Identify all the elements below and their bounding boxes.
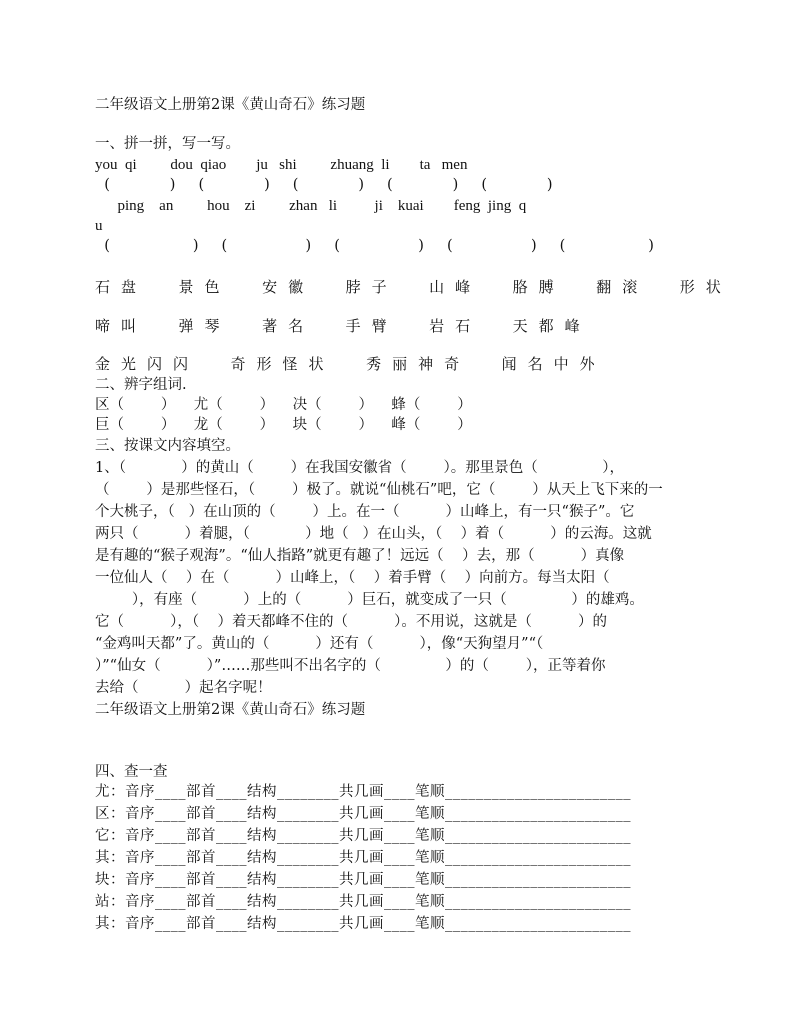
pinyin-row-2: ping an hou zi zhan li ji kuai feng jing q	[95, 198, 527, 214]
fill-line: 个大桃子，（ ）在山顶的（ ）上。在一（ ）山峰上，有一只“猴子”。它	[95, 504, 635, 520]
section4-heading: 四、查一查	[95, 764, 168, 780]
blank-row-2: ( ) ( ) ( ) ( ) ( )	[95, 238, 654, 254]
lookup-row: 站：音序____部首____结构________共几画____笔顺________________________	[95, 894, 631, 910]
fill-line: 去给（ ）起名字呢！	[95, 680, 272, 696]
lookup-row: 块：音序____部首____结构________共几画____笔顺________________________	[95, 872, 631, 888]
lookup-row: 尤：音序____部首____结构________共几画____笔顺________________________	[95, 784, 631, 800]
fill-line: “金鸡叫天都”了。黄山的（ ）还有（ ），像“天狗望月”“（	[95, 636, 544, 652]
blank-row-1: ( ) ( ) ( ) ( ) ( )	[95, 177, 553, 193]
word-row-1: 石盘 景色 安徽 脖子 山峰 胳膊 翻滚 形状	[95, 278, 732, 296]
fill-line: 两只（ ）着腿，（ ）地（ ）在山头，（ ）着（ ）的云海。这就	[95, 526, 652, 542]
lookup-row: 其：音序____部首____结构________共几画____笔顺________________________	[95, 850, 631, 866]
word-row-2: 啼叫 弹琴 著名 手臂 岩石 天都峰	[95, 317, 591, 335]
fill-line: 它（ ），（ ）着天都峰不住的（ ）。不用说，这就是（ ）的	[95, 614, 607, 630]
section1-heading: 一、拼一拼，写一写。	[95, 136, 240, 152]
lookup-row: 区：音序____部首____结构________共几画____笔顺________________________	[95, 806, 631, 822]
fill-line: 1、（ ）的黄山（ ）在我国安徽省（ ）。那里景色（ ），	[95, 460, 625, 476]
char-pair-row-1: 区（ ） 尤（ ） 决（ ） 蜂（ ）	[95, 397, 472, 413]
pinyin-row-1: you qi dou qiao ju shi zhuang li ta men	[95, 157, 468, 173]
fill-line: ），有座（ ）上的（ ）巨石，就变成了一只（ ）的雄鸡。	[95, 592, 644, 608]
page-title-repeat: 二年级语文上册第2课《黄山奇石》练习题	[95, 702, 366, 718]
lookup-row: 其：音序____部首____结构________共几画____笔顺________________________	[95, 916, 631, 932]
word-row-3: 金光闪闪 奇形怪状 秀丽神奇 闻名中外	[95, 355, 606, 373]
fill-line: 是有趣的“猴子观海”。“仙人指路”就更有趣了！远远（ ）去，那（ ）真像	[95, 548, 625, 564]
pinyin-row-2-wrap: u	[95, 218, 103, 234]
section3-heading: 三、按课文内容填空。	[95, 438, 240, 454]
section2-heading: 二、辨字组词.	[95, 377, 187, 393]
char-pair-row-2: 巨（ ） 龙（ ） 块（ ） 峰（ ）	[95, 417, 472, 433]
fill-line: （ ）是那些怪石，（ ）极了。就说“仙桃石”吧，它（ ）从天上飞下来的一	[95, 482, 663, 498]
lookup-row: 它：音序____部首____结构________共几画____笔顺________________________	[95, 828, 631, 844]
page-title: 二年级语文上册第2课《黄山奇石》练习题	[95, 97, 366, 113]
fill-line: ）”“仙女（ ）”……那些叫不出名字的（ ）的（ ），正等着你	[95, 658, 606, 674]
fill-line: 一位仙人（ ）在（ ）山峰上，（ ）着手臂（ ）向前方。每当太阳（	[95, 570, 610, 586]
